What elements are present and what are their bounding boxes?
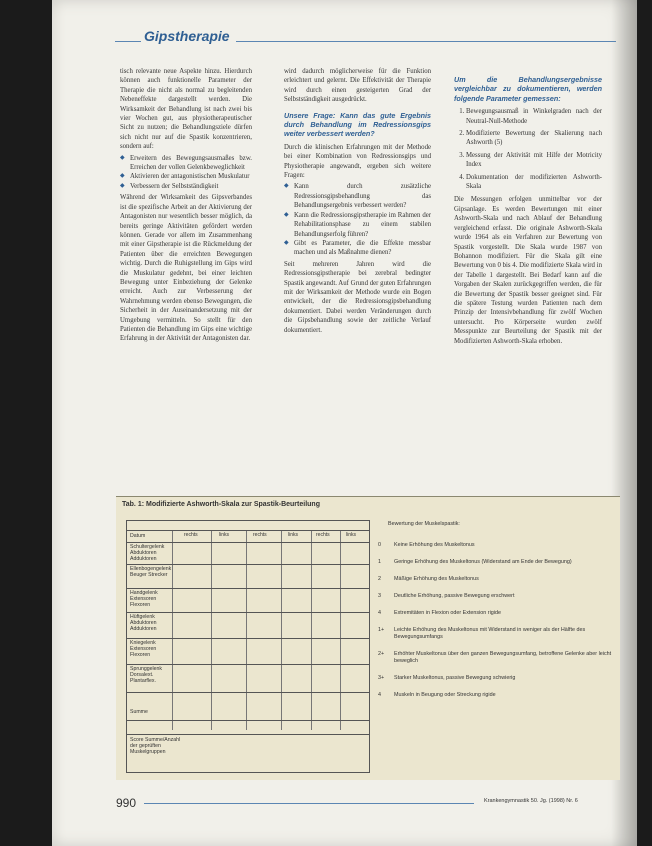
bullet-item: ◆ Gibt es Parameter, die die Effekte messbar machen und als Maßnahme dienen? bbox=[294, 239, 431, 258]
legend-grade: 2+ bbox=[378, 651, 385, 657]
page-number: 990 bbox=[116, 796, 137, 810]
column-header: links bbox=[288, 532, 299, 538]
grid-row-line bbox=[126, 530, 370, 531]
numbered-item: 1. Bewegungsausmaß in Winkelgraden nach der Neutral-Null-Methode bbox=[466, 107, 602, 126]
page-title: Gipstherapie bbox=[144, 28, 230, 44]
legend-grade: 3 bbox=[378, 593, 381, 599]
bullet-item: ◆ Kann die Redressionsgipstherapie im Rahmen der Rehabilitationsphase zu einem stabilen Behandlungserfolg führen? bbox=[294, 211, 431, 239]
legend-text: Erhöhter Muskeltonus über den ganzen Bewegungsumfang, betroffene Gelenke aber leicht beweglich bbox=[394, 651, 612, 664]
column-header: rechts bbox=[253, 532, 267, 538]
grid-divider bbox=[172, 530, 173, 730]
paragraph: Die Messungen erfolgen unmittelbar vor der Gipsanlage. Es werden Bewertungen mit einer Ashworth-Skala und nach Ablauf der Behandlung vergleichend erfasst. Die originale Ashworth-Skala wurde 1964 als ein Verfahren zur Bewertung von Spastik vorgestellt. Die Skala wurde 1987 von Bohannon modifiziert. Für die Skala gilt eine Bewertung von 0 bis 4. Die modifizierte Skala wird in der Tabelle 1 dargestellt. Bei Bedarf kann auf die Vorgaben der Skalen zurückgegriffen werden, die für die Bewertung der Spastik besser geeignet sind. Für die spätere Testung wurden Patienten nach dem Prinzip der Intensivbehandlung für zwölf Wochen untersucht. Pro Körperseite wurden zwölf Messpunkte zur Beurteilung der Spastik mit der Modifizierten Ashworth-Skala erhoben. bbox=[454, 196, 602, 345]
legend-text: Leichte Erhöhung des Muskeltonus mit Widerstand in weniger als der Hälfte des Bewegungsumfangs bbox=[394, 627, 586, 640]
legend-grade: 1+ bbox=[378, 627, 385, 633]
grid-row-line bbox=[126, 664, 370, 665]
legend-text: Keine Erhöhung des Muskeltonus bbox=[394, 542, 475, 548]
section-question: Unsere Frage: Kann das gute Ergebnis durch Behandlung im Redressionsgips weiter verbessert werden? bbox=[284, 110, 431, 139]
grid-divider bbox=[311, 530, 312, 730]
paragraph: Seit mehreren Jahren wird die Redressionsgipstherapie bei zerebral bedingter Spastik angewandt. Auf Grund der guten Erfahrungen mit der Wirksamkeit der Methode wurde ein Bogen entwickelt, der die Redressionsgipsbehandlung dokumentiert. Dabei werden Veränderungen durch die Gipsbehandlung sowie der zeitliche Verlauf dokumentiert. bbox=[284, 260, 431, 334]
paragraph: wird dadurch möglicherweise für die Funktion erleichtert und gelernt. Die Effektivität der Therapie wird durch einen gesteigerten Grad der Selbstständigkeit ausgedrückt. bbox=[284, 68, 431, 104]
section-question: Um die Behandlungsergebnisse vergleichbar zu dokumentieren, werden folgende Parameter gemessen: bbox=[454, 75, 602, 103]
legend-title: Bewertung der Muskelspastik: bbox=[388, 521, 460, 527]
legend-row bbox=[378, 675, 614, 682]
row-label: Score Summe/Anzahl der geprüften Muskelgruppen bbox=[130, 737, 181, 755]
row-label: Summe bbox=[130, 709, 148, 715]
row-label: Ellenbogengelenk Beuger Strecker bbox=[130, 566, 172, 578]
legend-row bbox=[378, 559, 614, 566]
grid-row-line bbox=[126, 588, 370, 589]
bullet-item: ◆ Erweitern des Bewegungsausmaßes bzw. Erreichen der vollen Gelenkbeweglichkeit bbox=[130, 154, 252, 173]
journal-citation: Krankengymnastik 50. Jg. (1998) Nr. 6 bbox=[484, 798, 578, 804]
numbered-item: 3. Messung der Aktivität mit Hilfe der Motricity Index bbox=[466, 151, 602, 170]
legend-grade: 0 bbox=[378, 542, 381, 548]
column-header: rechts bbox=[184, 532, 198, 538]
paragraph: Durch die klinischen Erfahrungen mit der Methode bei einer Kombination von Redressionsgips und Physiotherapie angewandt, ergeben sich weitere Fragen: bbox=[284, 143, 431, 180]
legend-grade: 4 bbox=[378, 692, 381, 698]
row-label: Datum bbox=[130, 533, 146, 539]
legend-grade: 3+ bbox=[378, 675, 385, 681]
bullet-item: ◆ Aktivieren der antagonistischen Muskulatur bbox=[130, 172, 252, 181]
legend-text: Geringe Erhöhung des Muskeltonus (Widerstand am Ende der Bewegung) bbox=[394, 559, 572, 565]
row-label: Schultergelenk Abduktoren Adduktoren bbox=[130, 544, 165, 562]
text-column-3 bbox=[454, 67, 602, 348]
row-label: Hüftgelenk Abduktoren Adduktoren bbox=[130, 614, 157, 632]
grid-row-line bbox=[126, 692, 370, 693]
column-header: rechts bbox=[316, 532, 330, 538]
legend-row bbox=[378, 542, 614, 549]
numbered-list bbox=[454, 107, 602, 191]
paragraph: tisch relevante neue Aspekte hinzu. Hierdurch können auch funktionelle Parameter der Therapie die nicht als normal zu begleitenden Nebeneffekte dargestellt werden. Die Wirksamkeit der Behandlung ist nach zwei bis vier Wochen gut, aus physiotherapeutischer Sicht zu nutzen; die Behandlungsziele dürfen sich nicht nur auf die Spastik konzentrieren, sondern auf: bbox=[120, 68, 252, 151]
legend-text: Mäßige Erhöhung des Muskeltonus bbox=[394, 576, 479, 582]
table-caption: Tab. 1: Modifizierte Ashworth-Skala zur Spastik-Beurteilung bbox=[122, 501, 320, 508]
numbered-item: 2. Modifizierte Bewertung der Skalierung nach Ashworth (5) bbox=[466, 129, 602, 148]
text-column-1 bbox=[120, 67, 252, 346]
legend-row bbox=[378, 651, 614, 665]
legend-grade: 2 bbox=[378, 576, 381, 582]
text-column-2 bbox=[284, 67, 431, 337]
grid-row-line bbox=[126, 542, 370, 543]
grid-row-line bbox=[126, 564, 370, 565]
bullet-list bbox=[120, 154, 252, 192]
bullet-item: ◆ Verbessern der Selbstständigkeit bbox=[130, 182, 252, 191]
bullet-item: ◆ Kann durch zusätzliche Redressionsgipsbehandlung das Behandlungsergebnis verbessert werden? bbox=[294, 182, 431, 210]
legend-row bbox=[378, 576, 614, 583]
column-header: links bbox=[346, 532, 357, 538]
legend-text: Extremitäten in Flexion oder Extension rigide bbox=[394, 610, 501, 616]
legend-row bbox=[378, 627, 614, 641]
grid-row-line bbox=[126, 638, 370, 639]
legend-grade: 1 bbox=[378, 559, 381, 565]
legend-text: Starker Muskeltonus, passive Bewegung schwierig bbox=[394, 675, 516, 681]
legend-row bbox=[378, 610, 614, 617]
legend-text: Deutliche Erhöhung, passive Bewegung erschwert bbox=[394, 593, 515, 599]
grid-divider bbox=[340, 530, 341, 730]
legend-text: Muskeln in Beugung oder Streckung rigide bbox=[394, 692, 496, 698]
header-rule-right bbox=[236, 41, 616, 42]
table-block bbox=[116, 496, 620, 780]
footer-rule bbox=[144, 803, 474, 804]
assessment-grid bbox=[126, 520, 370, 773]
grid-divider bbox=[246, 530, 247, 730]
grid-divider bbox=[211, 530, 212, 730]
grid-row-line bbox=[126, 720, 370, 721]
legend-row bbox=[378, 692, 614, 699]
score-legend bbox=[378, 521, 614, 709]
document-page bbox=[52, 0, 637, 846]
bullet-list bbox=[284, 182, 431, 257]
grid-row-line bbox=[126, 734, 370, 735]
grid-row-line bbox=[126, 612, 370, 613]
paragraph: Während der Wirksamkeit des Gipsverbandes ist die spezifische Arbeit an der Aktivierung der Antagonisten nur wesentlich besser möglich, da bereits geringe Aktivitäten gefördert werden können. Gerade vor allem im Zusammenhang mit einer Gipstherapie ist die Rückmeldung der Patienten über die erreichten Bewegungen wichtig. Durch die Ruhigstellung im Gips wird die Muskulatur gedehnt, bei einer leichten Bewegung unter Einbeziehung der Gelenke erreicht. Auch zur Verbesserung der Wahrnehmung werden ebenso Bewegungen, die Sicherheit in der Auseinandersetzung mit der Umgebung vermitteln. So stellt für den Patienten die Behandlung im Gips eine wichtige Erfahrung in der Aktivität der Antagonisten dar. bbox=[120, 194, 252, 343]
numbered-item: 4. Dokumentation der modifizierten Ashworth-Skala bbox=[466, 173, 602, 192]
column-header: links bbox=[219, 532, 230, 538]
legend-row bbox=[378, 593, 614, 600]
row-label: Sprunggelenk Dorsalext. Plantarflex. bbox=[130, 666, 163, 684]
legend-grade: 4 bbox=[378, 610, 381, 616]
grid-divider bbox=[281, 530, 282, 730]
row-label: Kniegelenk Extensoren Flexoren bbox=[130, 640, 157, 658]
row-label: Handgelenk Extensoren Flexoren bbox=[130, 590, 158, 608]
header-rule-left bbox=[115, 41, 141, 42]
